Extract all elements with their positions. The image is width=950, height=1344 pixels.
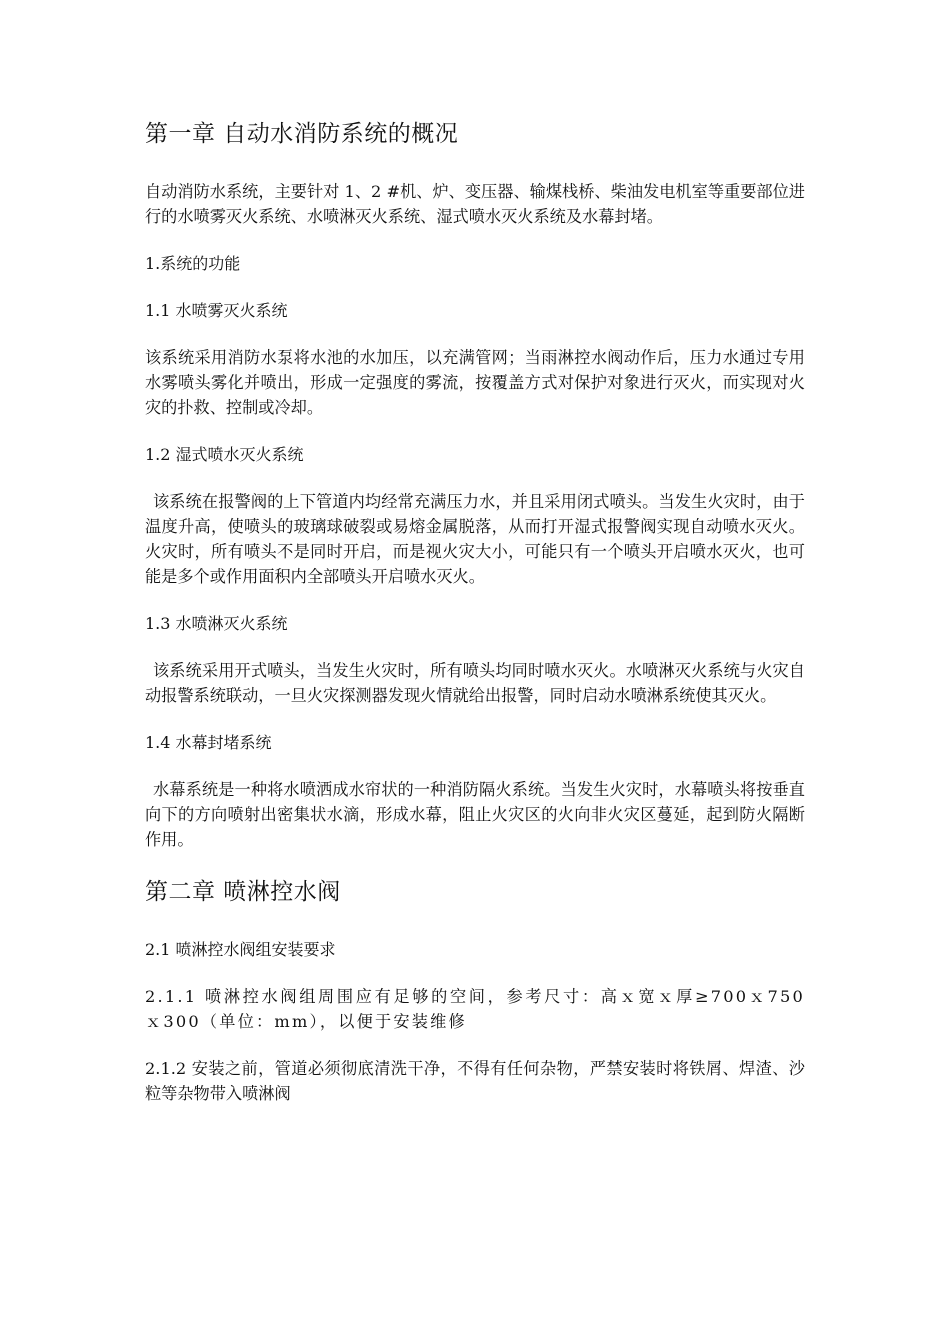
section-2-1-title: 2.1 喷淋控水阀组安装要求 xyxy=(145,940,336,959)
section-1-1-title: 1.1 水喷雾灭火系统 xyxy=(145,301,288,320)
section-1-3-title: 1.3 水喷淋灭火系统 xyxy=(145,614,288,633)
section-1-1-body: 该系统采用消防水泵将水池的水加压，以充满管网；当雨淋控水阀动作后，压力水通过专用水雾喷头雾化并喷出，形成一定强度的雾流，按覆盖方式对保护对象进行灭火，而实现对火灾的扑救、控制或冷却。 xyxy=(145,348,805,417)
document-body xyxy=(145,114,805,1106)
chapter-1-title: 第一章 自动水消防系统的概况 xyxy=(145,121,459,147)
section-1-3-body: 该系统采用开式喷头，当发生火灾时，所有喷头均同时喷水灭火。水喷淋灭火系统与火灾自动报警系统联动，一旦火灾探测器发现火情就给出报警，同时启动水喷淋系统使其灭火。 xyxy=(145,661,805,705)
section-1-title: 1.系统的功能 xyxy=(145,254,241,273)
chapter-2-title: 第二章 喷淋控水阀 xyxy=(145,879,341,905)
section-1-2-title: 1.2 湿式喷水灭火系统 xyxy=(145,445,304,464)
section-2-1-2-body: 2.1.2 安装之前，管道必须彻底清洗干净，不得有任何杂物，严禁安装时将铁屑、焊渣、沙粒等杂物带入喷淋阀 xyxy=(145,1059,805,1103)
section-1-2-body: 该系统在报警阀的上下管道内均经常充满压力水，并且采用闭式喷头。当发生火灾时，由于温度升高，使喷头的玻璃球破裂或易熔金属脱落，从而打开湿式报警阀实现自动喷水灭火。火灾时，所有喷头不是同时开启，而是视火灾大小，可能只有一个喷头开启喷水灭火，也可能是多个或作用面积内全部喷头开启喷水灭火。 xyxy=(145,492,805,586)
section-1-4-title: 1.4 水幕封堵系统 xyxy=(145,733,272,752)
chapter-1-intro: 自动消防水系统，主要针对 1、2 #机、炉、变压器、输煤栈桥、柴油发电机室等重要部位进行的水喷雾灭火系统、水喷淋灭火系统、湿式喷水灭火系统及水幕封堵。 xyxy=(145,182,805,226)
section-1-4-body: 水幕系统是一种将水喷洒成水帘状的一种消防隔火系统。当发生火灾时，水幕喷头将按垂直向下的方向喷射出密集状水滴，形成水幕，阻止火灾区的火向非火灾区蔓延，起到防火隔断作用。 xyxy=(145,780,805,849)
section-2-1-1-body: 2.1.1 喷淋控水阀组周围应有足够的空间，参考尺寸：高ｘ宽ｘ厚≥700ｘ750ｘ300（单位：mm），以便于安装维修 xyxy=(145,987,805,1031)
